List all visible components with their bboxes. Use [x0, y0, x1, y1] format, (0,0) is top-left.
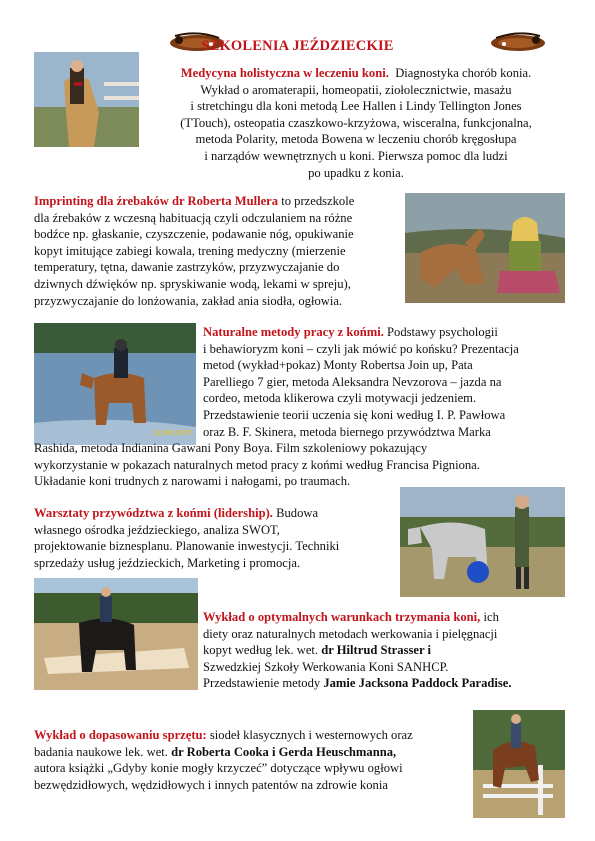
photo-jumping-horse — [473, 710, 565, 818]
text-line: bezwędzidłowych, wędzidłowych i innych patentów na zdrowie konia — [34, 777, 388, 792]
photo-foal-imprinting — [405, 193, 565, 303]
text-line: bodźce np. głaskanie, czyszczenie, podawanie nóg, opukiwanie — [34, 227, 354, 242]
section-holistic-medicine — [146, 65, 566, 181]
section-heading: Wykład o optymalnych warunkach trzymania koni, — [203, 610, 481, 624]
section-leadership-workshop — [34, 505, 394, 571]
text-line: cordeo, metoda klikerowa czyli motywacji jedzeniem. — [203, 391, 477, 406]
text-line: kopyt imitujące zabiegi kowala, trening medyczny (mierzenie — [34, 243, 346, 258]
text-line: metod (wykład+pokaz) Monty Robertsa Join up, Pata — [203, 358, 473, 373]
text-line: oraz B. F. Skinera, metoda biernego przywództwa Marka — [203, 424, 491, 439]
text-line: Szwedzkiej Szkoły Werkowania Koni SANHCP. — [203, 659, 449, 674]
text-line: (TTouch), osteopatia czaszkowo-krzyżowa, wisceralna, funkcjonalna, — [180, 115, 532, 130]
section-heading: Medycyna holistyczna w leczeniu koni. — [180, 66, 389, 80]
text-line: Parelliego 7 gier, metoda Aleksandra Nevzorova – jazda na — [203, 374, 502, 389]
photo-natural-methods — [34, 323, 196, 445]
text-line: temperatury, tętna, dawanie zastrzyków, przyzwyczajanie do — [34, 260, 340, 275]
bold-text: dr Roberta Cooka i Gerda Heuschmanna, — [171, 744, 397, 759]
text-line: i behawioryzm koni – czyli jak mówić po końsku? Prezentacja — [203, 341, 519, 356]
text-line: metoda Polarity, metoda Bowena w leczeniu chorób kręgosłupa — [195, 132, 517, 147]
section-heading: Naturalne metody pracy z końmi. — [203, 325, 384, 339]
text-line: Diagnostyka chorób konia. — [395, 66, 532, 80]
text-line: przyzwyczajanie do lonżowania, zakład ania siodła, ogłowia. — [34, 293, 343, 308]
section-heading: Imprinting dla źrebaków dr Roberta Mullera — [34, 194, 279, 208]
text-line: dziwnych dźwięków np. spryskiwanie wodą, lekami w spreju), — [34, 276, 351, 291]
photo-date-stamp: 12/08/2007 — [152, 429, 193, 437]
text-line: to przedszkole — [281, 194, 355, 208]
photo-holistic-medicine — [34, 52, 139, 147]
photo-leadership-horse-ball — [400, 487, 565, 597]
text-line: ich — [483, 610, 499, 624]
section-natural-methods-continued — [34, 440, 564, 490]
section-equipment-fitting — [34, 727, 469, 793]
text-line: sprzedaży usług jeździeckich, Marketing i promocja. — [34, 555, 301, 570]
section-imprinting — [34, 193, 402, 309]
text-line: diety oraz naturalnych metodach werkowania i pielęgnacji — [203, 626, 498, 641]
text-line: Przedstawienie metody — [203, 676, 321, 691]
text-line: i stretchingu dla koni metodą Lee Hallen i Lindy Tellington Jones — [190, 99, 522, 114]
text-line: Układanie koni trudnych z narowami i nałogami, po traumach. — [34, 474, 351, 489]
text-line: wykorzystanie w pokazach naturalnych metod pracy z końmi według Francisa Pigniona. — [34, 457, 480, 472]
section-heading: Warsztaty przywództwa z końmi (lidership). — [34, 506, 273, 520]
right-horse-emblem-icon — [488, 30, 548, 54]
text-line: siodeł klasycznych i westernowych oraz — [209, 728, 413, 742]
text-line: własnego ośrodka jeździeckiego, analiza SWOT, — [34, 522, 280, 537]
text-line: Wykład o aromaterapii, homeopatii, ziołolecznictwie, masażu — [200, 82, 512, 97]
text-line: Przedstawienie teorii uczenia się koni według I. P. Pawłowa — [203, 407, 506, 422]
section-heading: Wykład o dopasowaniu sprzętu: — [34, 728, 207, 742]
bold-text: Jamie Jacksona Paddock Paradise. — [323, 676, 512, 691]
bold-text: dr Hiltrud Strasser i — [321, 643, 431, 658]
text-line: badania naukowe lek. wet. — [34, 744, 168, 759]
text-line: autora książki „Gdyby konie mogły krzyczeć” dotyczące wpływu ogłowi — [34, 761, 403, 776]
text-line: i narządów wewnętrznych u koni. Pierwsza pomoc dla ludzi — [204, 148, 508, 163]
text-line: dla źrebaków z wczesną habituacją czyli odczulaniem na różne — [34, 210, 353, 225]
text-line: projektowanie biznesplanu. Planowanie inwestycji. Techniki — [34, 539, 340, 554]
section-horse-keeping — [203, 609, 560, 692]
text-line: po upadku z konia. — [308, 165, 404, 180]
text-line: Podstawy psychologii — [387, 325, 498, 339]
photo-horse-keeping — [34, 578, 198, 690]
section-natural-methods — [203, 324, 560, 440]
page-title: SZKOLENIA JEŹDZIECKIE — [201, 38, 394, 54]
text-line: Rashida, metoda Indianina Gawani Pony Boya. Film szkoleniowy pokazujący — [34, 441, 428, 455]
text-line: kopyt według lek. wet. — [203, 643, 319, 658]
text-line: Budowa — [276, 506, 319, 520]
